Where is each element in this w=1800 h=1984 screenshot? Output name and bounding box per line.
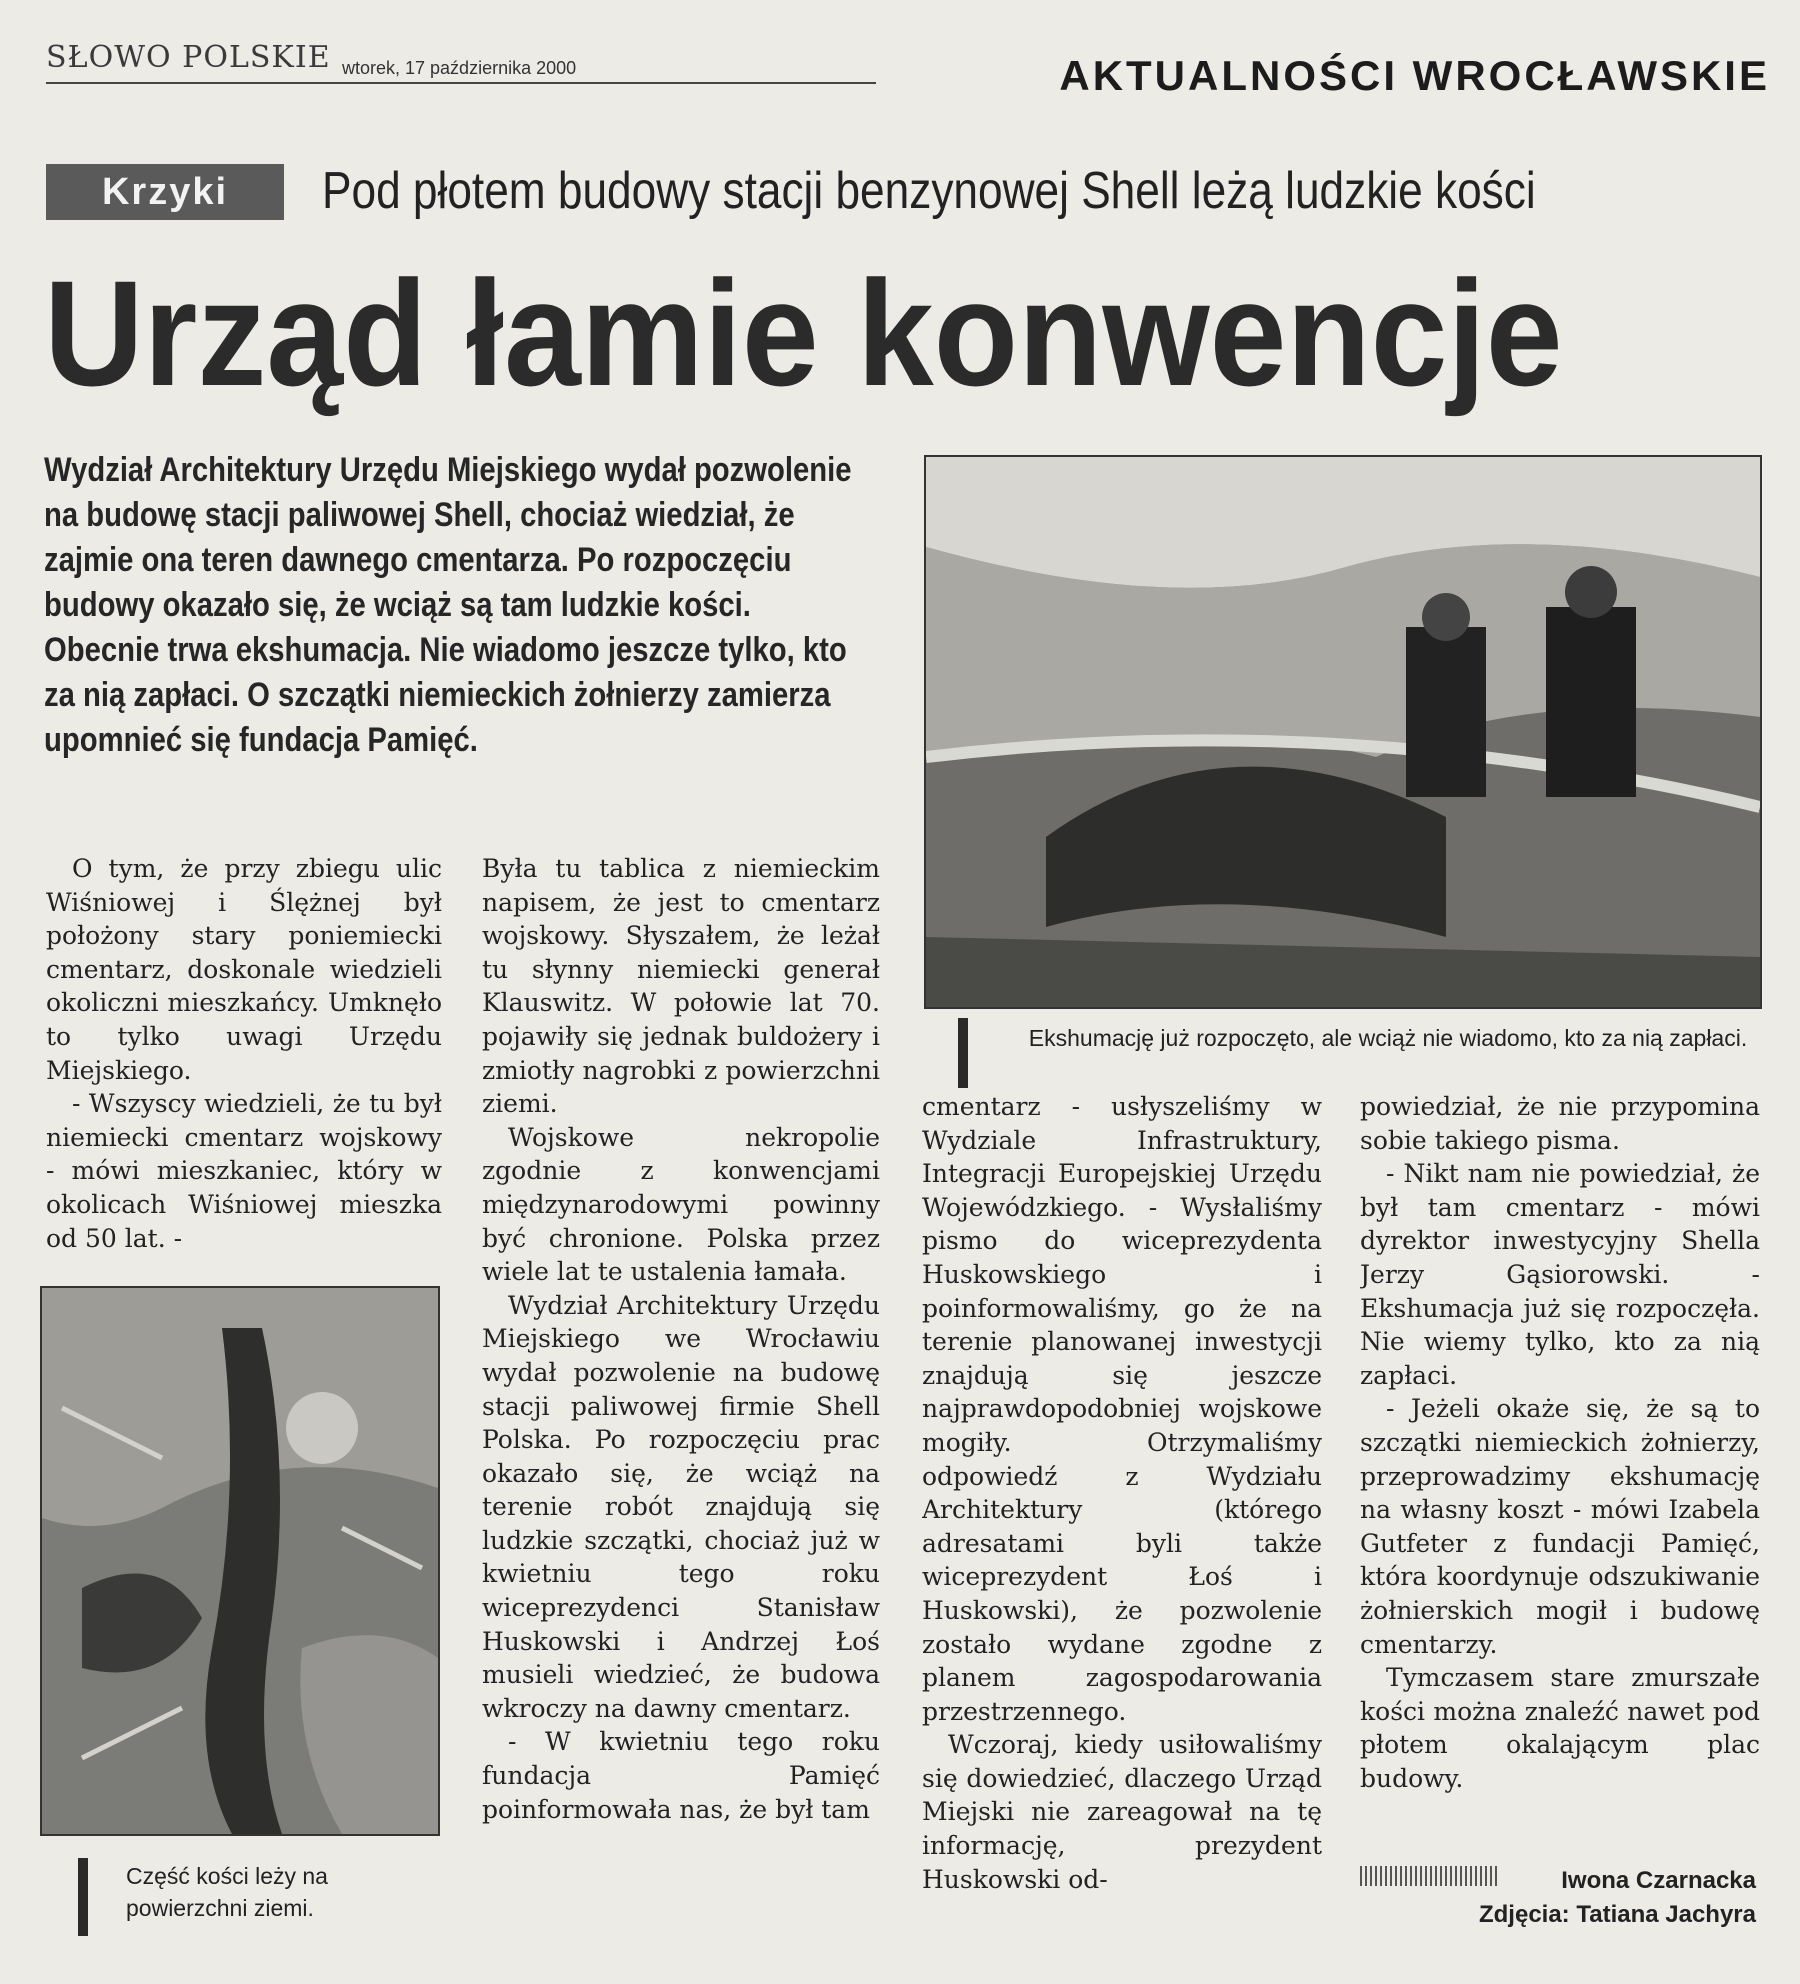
body-column-2 [482,852,880,1912]
body-paragraph: Tymczasem stare zmurszałe kości można znaleźć nawet pod płotem okalającym plac budowy. [1360,1663,1760,1793]
bones-photo [40,1286,440,1836]
section-title: AKTUALNOŚCI WROCŁAWSKIE [1059,52,1770,99]
small-photo-caption: Część kości leży na powierzchni ziemi. [126,1863,328,1921]
body-paragraph: Była tu tablica z niemieckim napisem, że jest to cmentarz wojskowy. Słyszałem, że leżał tu słynny niemiecki generał Klauswitz. W połowie lat 70. pojawiły się jednak buldożery i zmiotły nagrobki z powierzchni ziemi. [482,854,880,1119]
paper-name: SŁOWO POLSKIE [46,40,331,75]
masthead [46,40,1770,100]
caption-bar [958,1018,968,1088]
body-column-1 [46,852,442,1252]
masthead-rule [46,82,876,84]
lead-paragraph: Wydział Architektury Urzędu Miejskiego wydał pozwolenie na budowę stacji paliwowej Shell, chociaż wiedział, że zajmie ona teren dawnego cmentarza. Po rozpoczęciu budowy okazało się, że wciąż są tam ludzkie kości. Obecnie trwa ekshumacja. Nie wiadomo jeszcze tylko, kto za nią zapłaci. O szczątki niemieckich żołnierzy zamierza upomnieć się fundacja Pamięć. [44,451,852,759]
body-column-4 [1360,1090,1760,1830]
byline-photos: Zdjęcia: Tatiana Jachyra [1478,1901,1756,1928]
body-column-3 [922,1090,1322,1910]
body-paragraph: - Jeżeli okaże się, że są to szczątki niemieckich żołnierzy, przeprowadzimy ekshumację na własny koszt - mówi Izabela Gutfeter z fundacji Pamięć, która koordynuje odszukiwanie żołnierskich mogił i budowę cmentarzy. [1360,1394,1760,1659]
bones-photo-image [42,1288,438,1834]
body-paragraph: O tym, że przy zbiegu ulic Wiśniowej i Ślężnej był położony stary poniemiecki cmentarz, doskonale wiedzieli okoliczni mieszkańcy. Umknęło to tylko uwagi Urzędu Miejskiego. [46,854,442,1085]
body-paragraph: Wczoraj, kiedy usiłowaliśmy się dowiedzieć, dlaczego Urząd Miejski nie zareagował na tę informację, prezydent Huskowski od- [922,1730,1322,1894]
body-paragraph: Wojskowe nekropolie zgodnie z konwencjami międzynarodowymi powinny być chronione. Polska przez wiele lat te ustalenia łamała. [482,1122,880,1287]
large-photo-caption: Ekshumację już rozpoczęto, ale wciąż nie wiadomo, kto za nią zapłaci. [1028,1025,1748,1051]
excavation-photo-image [926,457,1760,1007]
excavation-photo [924,455,1762,1009]
byline-author: Iwona Czarnacka [1561,1867,1756,1894]
issue-date: wtorek, 17 października 2000 [342,58,577,78]
body-paragraph: powiedział, że nie przypomina sobie takiego pisma. [1360,1092,1760,1155]
body-paragraph: - Nikt nam nie powiedział, że był tam cmentarz - mówi dyrektor inwestycyjny Shella Jerzy Gąsiorowski. - Ekshumacja już się rozpoczęła. Nie wiemy tylko, kto za nią zapłaci. [1360,1159,1760,1390]
caption-bar [78,1858,88,1936]
byline [1479,1864,1756,1932]
body-paragraph: Wydział Architektury Urzędu Miejskiego we Wrocławiu wydał pozwolenie na budowę stacji paliwowej firmie Shell Polska. Po rozpoczęciu prac okazało się, że wciąż na terenie robót znajdują się ludzkie szczątki, chociaż już w kwietniu tego roku wiceprezydenci Stanisław Huskowski i Andrzej Łoś musieli wiedzieć, że budowa wkroczy na dawny cmentarz. [482,1290,880,1723]
headline: Urząd łamie konwencje [44,249,1563,417]
subtitle: Pod płotem budowy stacji benzynowej Shell leżą ludzkie kości [322,162,1536,220]
kicker-label: Krzyki [46,164,284,220]
body-paragraph: - Wszyscy wiedzieli, że tu był niemiecki cmentarz wojskowy - mówi mieszkaniec, który w okolicach Wiśniowej mieszka od 50 lat. - [46,1089,442,1252]
body-paragraph: - W kwietniu tego roku fundacja Pamięć poinformowała nas, że był tam [482,1727,880,1824]
body-paragraph: cmentarz - usłyszeliśmy w Wydziale Infrastruktury, Integracji Europejskiej Urzędu Wojewódzkiego. - Wysłaliśmy pismo do wiceprezydenta Huskowskiego i poinformowaliśmy, go że na terenie planowanej inwestycji znajdują się jeszcze najprawdopodobniej wojskowe mogiły. Otrzymaliśmy odpowiedź z Wydziału Architektury (którego adresatami byli także wiceprezydent Łoś i Huskowski), że pozwolenie zostało wydane zgodne z planem zagospodarowania przestrzennego. [922,1092,1322,1726]
